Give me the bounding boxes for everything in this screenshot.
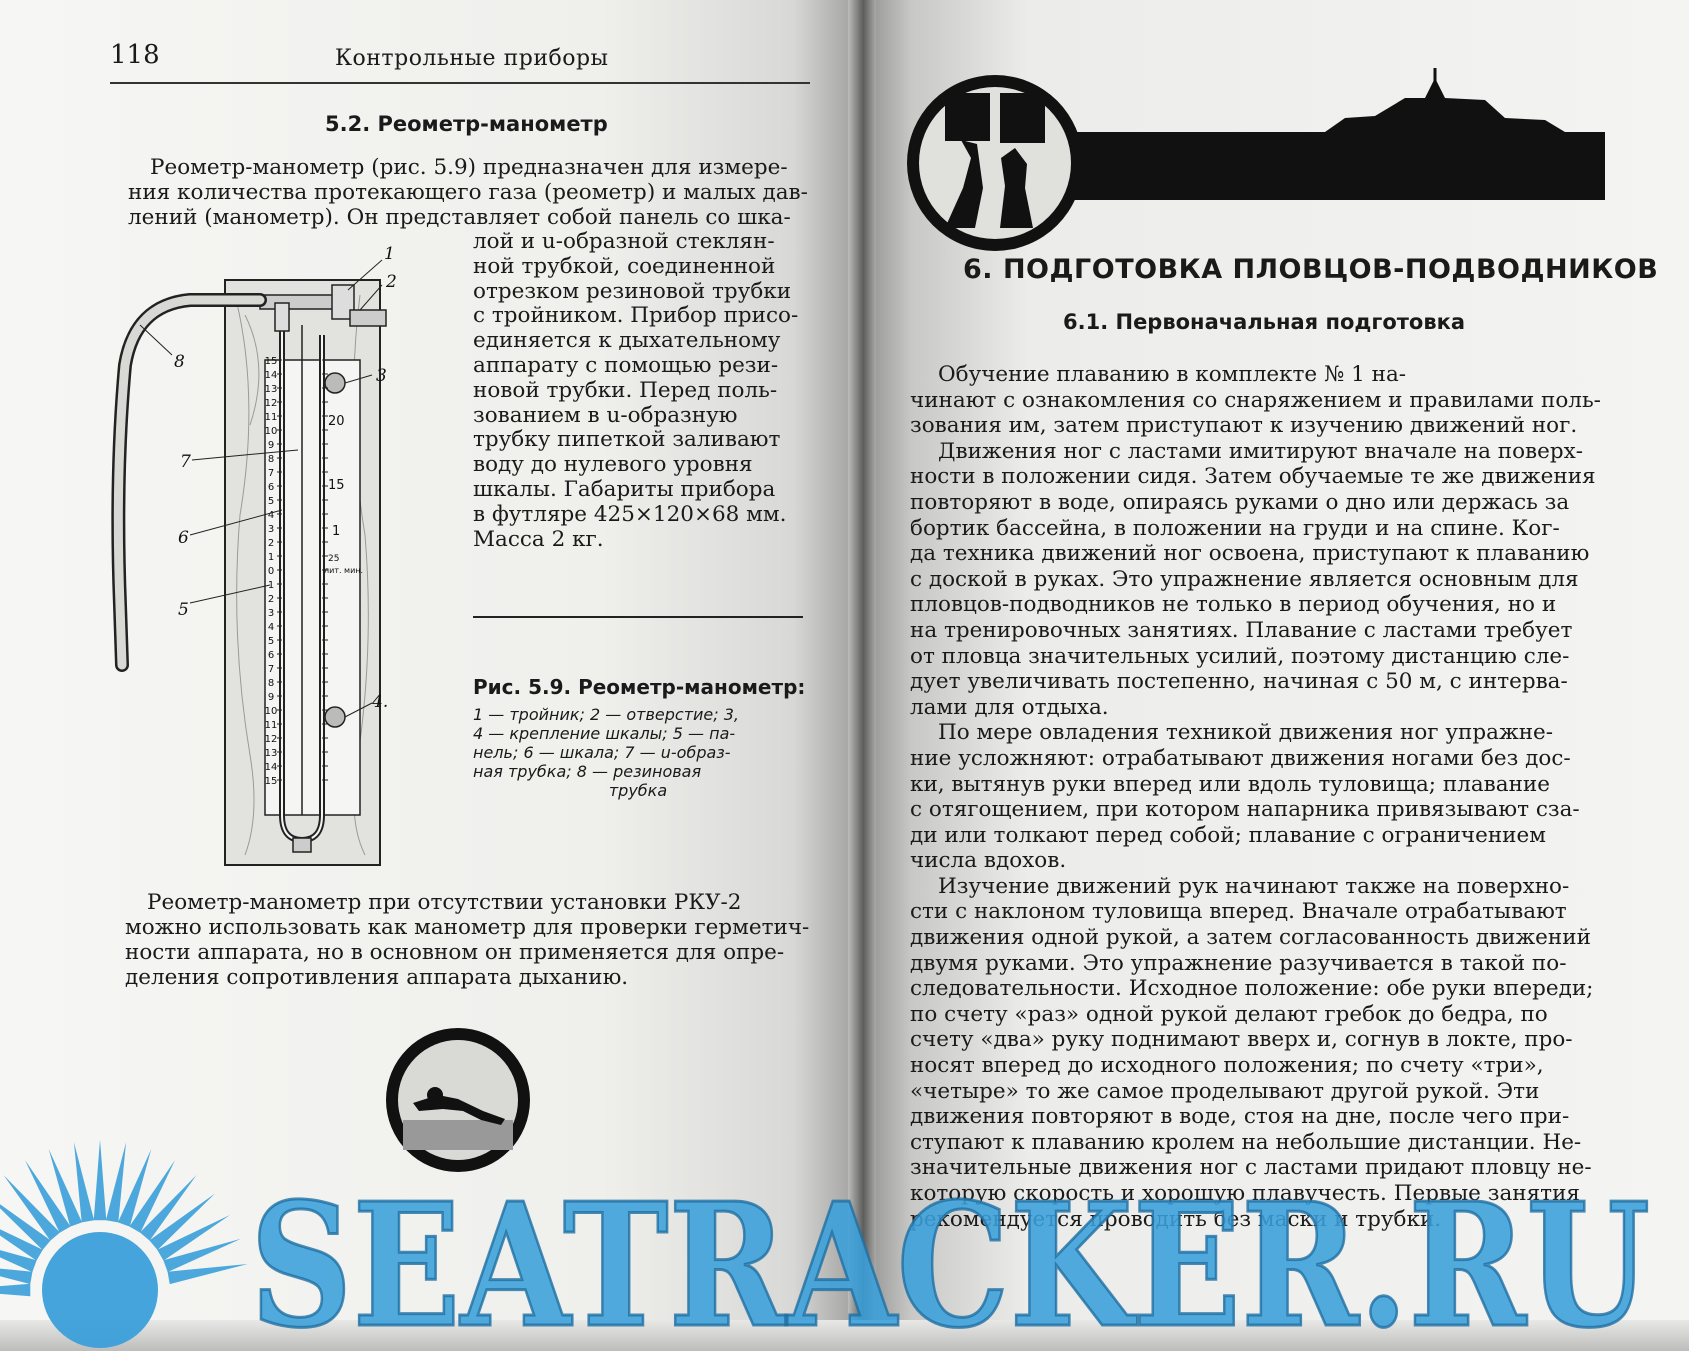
body-line: счету «два» руку поднимают вверх и, согнув в локте, про-: [910, 1027, 1573, 1053]
body-line: Изучение движений рук начинают также на поверхно-: [938, 873, 1570, 899]
body-line: с отягощением, при котором напарника привязывают сза-: [910, 797, 1580, 823]
warship-icon: [1325, 78, 1565, 132]
scale-label: 15: [328, 478, 345, 493]
body-line: по счету «раз» одной рукой делают гребок до бедра, по: [910, 1001, 1548, 1027]
closing-line: можно использовать как манометр для проверки герметич-: [125, 915, 810, 940]
body-line: которую скорость и хорошую плавучесть. Первые занятия: [910, 1181, 1580, 1206]
body-line: лами для отдыха.: [910, 694, 1109, 720]
caption-line: 1 — тройник; 2 — отверстие; 3,: [473, 705, 740, 724]
header-band: [1005, 132, 1605, 200]
side-line: аппарату с помощью рези-: [473, 352, 779, 378]
scale-label: 12: [264, 398, 278, 409]
side-line: лой и u-образной стеклян-: [473, 229, 775, 254]
callout-5: 5: [178, 600, 189, 620]
intro-paragraph: [128, 155, 810, 230]
body-line: сти с наклоном туловища вперед. Вначале отрабатывают: [910, 899, 1567, 925]
side-line: с тройником. Прибор присо-: [473, 303, 799, 329]
body-line: Обучение плаванию в комплекте № 1 на-: [938, 362, 1407, 387]
body-line: зования им, затем приступают к изучению движений ног.: [910, 413, 1578, 439]
callout-8: 8: [174, 352, 185, 372]
side-line: Масса 2 кг.: [473, 526, 604, 552]
scale-label: 0: [267, 566, 275, 577]
scale-label: 10: [264, 426, 278, 437]
rheometer-manometer-figure: [110, 244, 440, 875]
page-number: 118: [110, 40, 160, 70]
chapter-title: 6. ПОДГОТОВКА ПЛОВЦОВ-ПОДВОДНИКОВ: [963, 254, 1659, 285]
scale-label: 2: [267, 538, 275, 549]
section-title-6-1: 6.1. Первоначальная подготовка: [1063, 310, 1466, 334]
body-line: «четыре» то же самое проделывают другой рукой. Эти: [910, 1078, 1540, 1104]
scale-label: 10: [264, 706, 278, 717]
sun-disc: [42, 1232, 158, 1348]
scale-label: 7: [267, 468, 275, 479]
scale-label: 1: [267, 552, 275, 563]
sun-logo-icon: [0, 1140, 248, 1348]
scale-label: 14: [264, 370, 278, 381]
side-line: трубку пипеткой заливают: [473, 427, 781, 453]
scale-label: 5: [267, 496, 275, 507]
caption-line: трубка: [608, 781, 668, 800]
side-line: единяется к дыхательному: [473, 328, 781, 354]
side-line: воду до нулевого уровня: [473, 452, 753, 478]
scale-label: 7: [267, 664, 275, 675]
caption-line: 4 — крепление шкалы; 5 — па-: [473, 724, 736, 743]
scale-label: 20: [328, 414, 345, 429]
scale-label: 8: [267, 454, 275, 465]
side-line: отрезком резиновой трубки: [473, 278, 792, 304]
callout-3: 3: [376, 366, 387, 386]
body-line: носят вперед до исходного положения; по счету «три»,: [910, 1053, 1544, 1079]
header-rule: [110, 82, 810, 84]
side-column: [473, 230, 810, 552]
body-line: движения одной рукой, а затем согласованность движений: [910, 925, 1591, 951]
closing-line: Реометр-манометр при отсутствии установки РКУ-2: [147, 890, 742, 915]
scale-label: 4: [267, 622, 275, 633]
scale-label: 9: [267, 440, 275, 451]
caption-line: нель; 6 — шкала; 7 — u-образ-: [473, 743, 731, 762]
body-line: пловцов-подводников не только в период обучения, но и: [910, 592, 1557, 618]
intro-line: Реометр-манометр (рис. 5.9) предназначен для измере-: [150, 155, 788, 180]
scale-label: 11: [264, 412, 278, 423]
body-line: рекомендуется проводить без маски и трубки.: [910, 1206, 1442, 1232]
outlet-nozzle: [350, 310, 386, 326]
body-line: чинают с ознакомления со снаряжением и правилами поль-: [910, 387, 1601, 413]
scale-label: 15: [264, 356, 278, 367]
callout-2: 2: [386, 272, 397, 292]
body-line: ние усложняют: отрабатывают движения ногами без дос-: [910, 745, 1571, 771]
body-line: значительные движения ног с ластами придают пловцу не-: [910, 1155, 1592, 1181]
body-line: ступают к плаванию кролем на небольшие дистанции. Не-: [910, 1129, 1582, 1155]
body-line: ности в положении сидя. Затем обучаемые те же движения: [910, 464, 1596, 490]
watermark-text: SEATRACKER.RU: [250, 1166, 1650, 1351]
scale-label: 25: [328, 554, 340, 564]
section-title-5-2: 5.2. Реометр-манометр: [325, 112, 608, 136]
closing-line: деления сопротивления аппарата дыханию.: [125, 965, 629, 990]
body-line: числа вдохов.: [910, 848, 1067, 874]
running-head: Контрольные приборы: [335, 46, 609, 71]
figure-caption-title: Рис. 5.9. Реометр-манометр:: [473, 675, 806, 699]
scale-label: 5: [267, 636, 275, 647]
body-line: следовательности. Исходное положение: обе руки впереди;: [910, 976, 1594, 1002]
scale-clip-3: [325, 373, 345, 393]
side-line: ной трубкой, соединенной: [473, 253, 776, 279]
callout-1: 1: [384, 244, 395, 264]
body-line: бортик бассейна, в положении на груди и на спине. Ког-: [910, 515, 1560, 541]
body-line: По мере овладения техникой движения ног упражне-: [938, 720, 1554, 746]
scale-label: 1: [332, 524, 341, 539]
side-line: новой трубки. Перед поль-: [473, 377, 778, 403]
scale-label: 9: [267, 692, 275, 703]
body-line: от пловца значительных усилий, поэтому дистанцию сле-: [910, 643, 1570, 669]
callout-4: 4.: [372, 692, 389, 712]
body-line: да техника движений ног освоена, приступают к плаванию: [910, 541, 1590, 567]
body-line: двумя руками. Это упражнение разучивается в такой по-: [910, 950, 1567, 976]
scale-label: 14: [264, 762, 278, 773]
scale-label: 8: [267, 678, 275, 689]
scale-label: 11: [264, 720, 278, 731]
body-line: на тренировочных занятиях. Плавание с ластами требует: [910, 617, 1573, 643]
seatracker-watermark: [0, 1120, 1689, 1351]
figure-caption: [473, 705, 803, 800]
scale-label: 6: [267, 482, 275, 493]
side-line: зованием в u-образную: [473, 402, 738, 428]
scale-label: 12: [264, 734, 278, 745]
scale-label: 13: [264, 384, 278, 395]
body-line: с доской в руках. Это упражнение является основным для: [910, 566, 1579, 592]
scale-label: 1: [267, 580, 275, 591]
left-header: [110, 40, 810, 80]
chapter-header-illustration: [905, 68, 1625, 268]
body-line: дует увеличивать постепенно, начиная с 50 м, с интерва-: [910, 669, 1568, 695]
body-line: ди или толкают перед собой; плавание с ограничением: [910, 822, 1546, 848]
body-line: повторяют в воде, опираясь руками о дно или держась за: [910, 489, 1570, 515]
callout-6: 6: [178, 528, 189, 548]
scale-label: 3: [267, 608, 275, 619]
body-line: движения повторяют в воде, стоя на дне, после чего при-: [910, 1104, 1570, 1130]
scale-label: 15: [264, 776, 278, 787]
intro-line: лений (манометр). Он представляет собой панель со шка-: [128, 205, 791, 230]
side-line: шкалы. Габариты прибора: [473, 476, 776, 502]
body-line: Движения ног с ластами имитируют вначале на поверх-: [938, 438, 1584, 464]
caption-divider: [473, 616, 803, 618]
scale-label: 13: [264, 748, 278, 759]
scale-label: 2: [267, 594, 275, 605]
closing-line: ности аппарата, но в основном он применяется для опре-: [125, 940, 785, 965]
callout-7: 7: [180, 452, 191, 472]
scale-unit: лит. мин.: [324, 566, 364, 575]
caption-line: ная трубка; 8 — резиновая: [473, 762, 702, 781]
scale-label: 4: [267, 510, 275, 521]
closing-paragraph: [125, 890, 810, 990]
scale-label: 3: [267, 524, 275, 535]
right-body: [910, 362, 1620, 1232]
body-line: ки, вытянув руки вперед или вдоль туловища; плавание: [910, 771, 1550, 797]
scale-label: 6: [267, 650, 275, 661]
side-line: в футляре 425×120×68 мм.: [473, 501, 787, 527]
intro-line: ния количества протекающего газа (реометр) и малых дав-: [128, 180, 808, 205]
